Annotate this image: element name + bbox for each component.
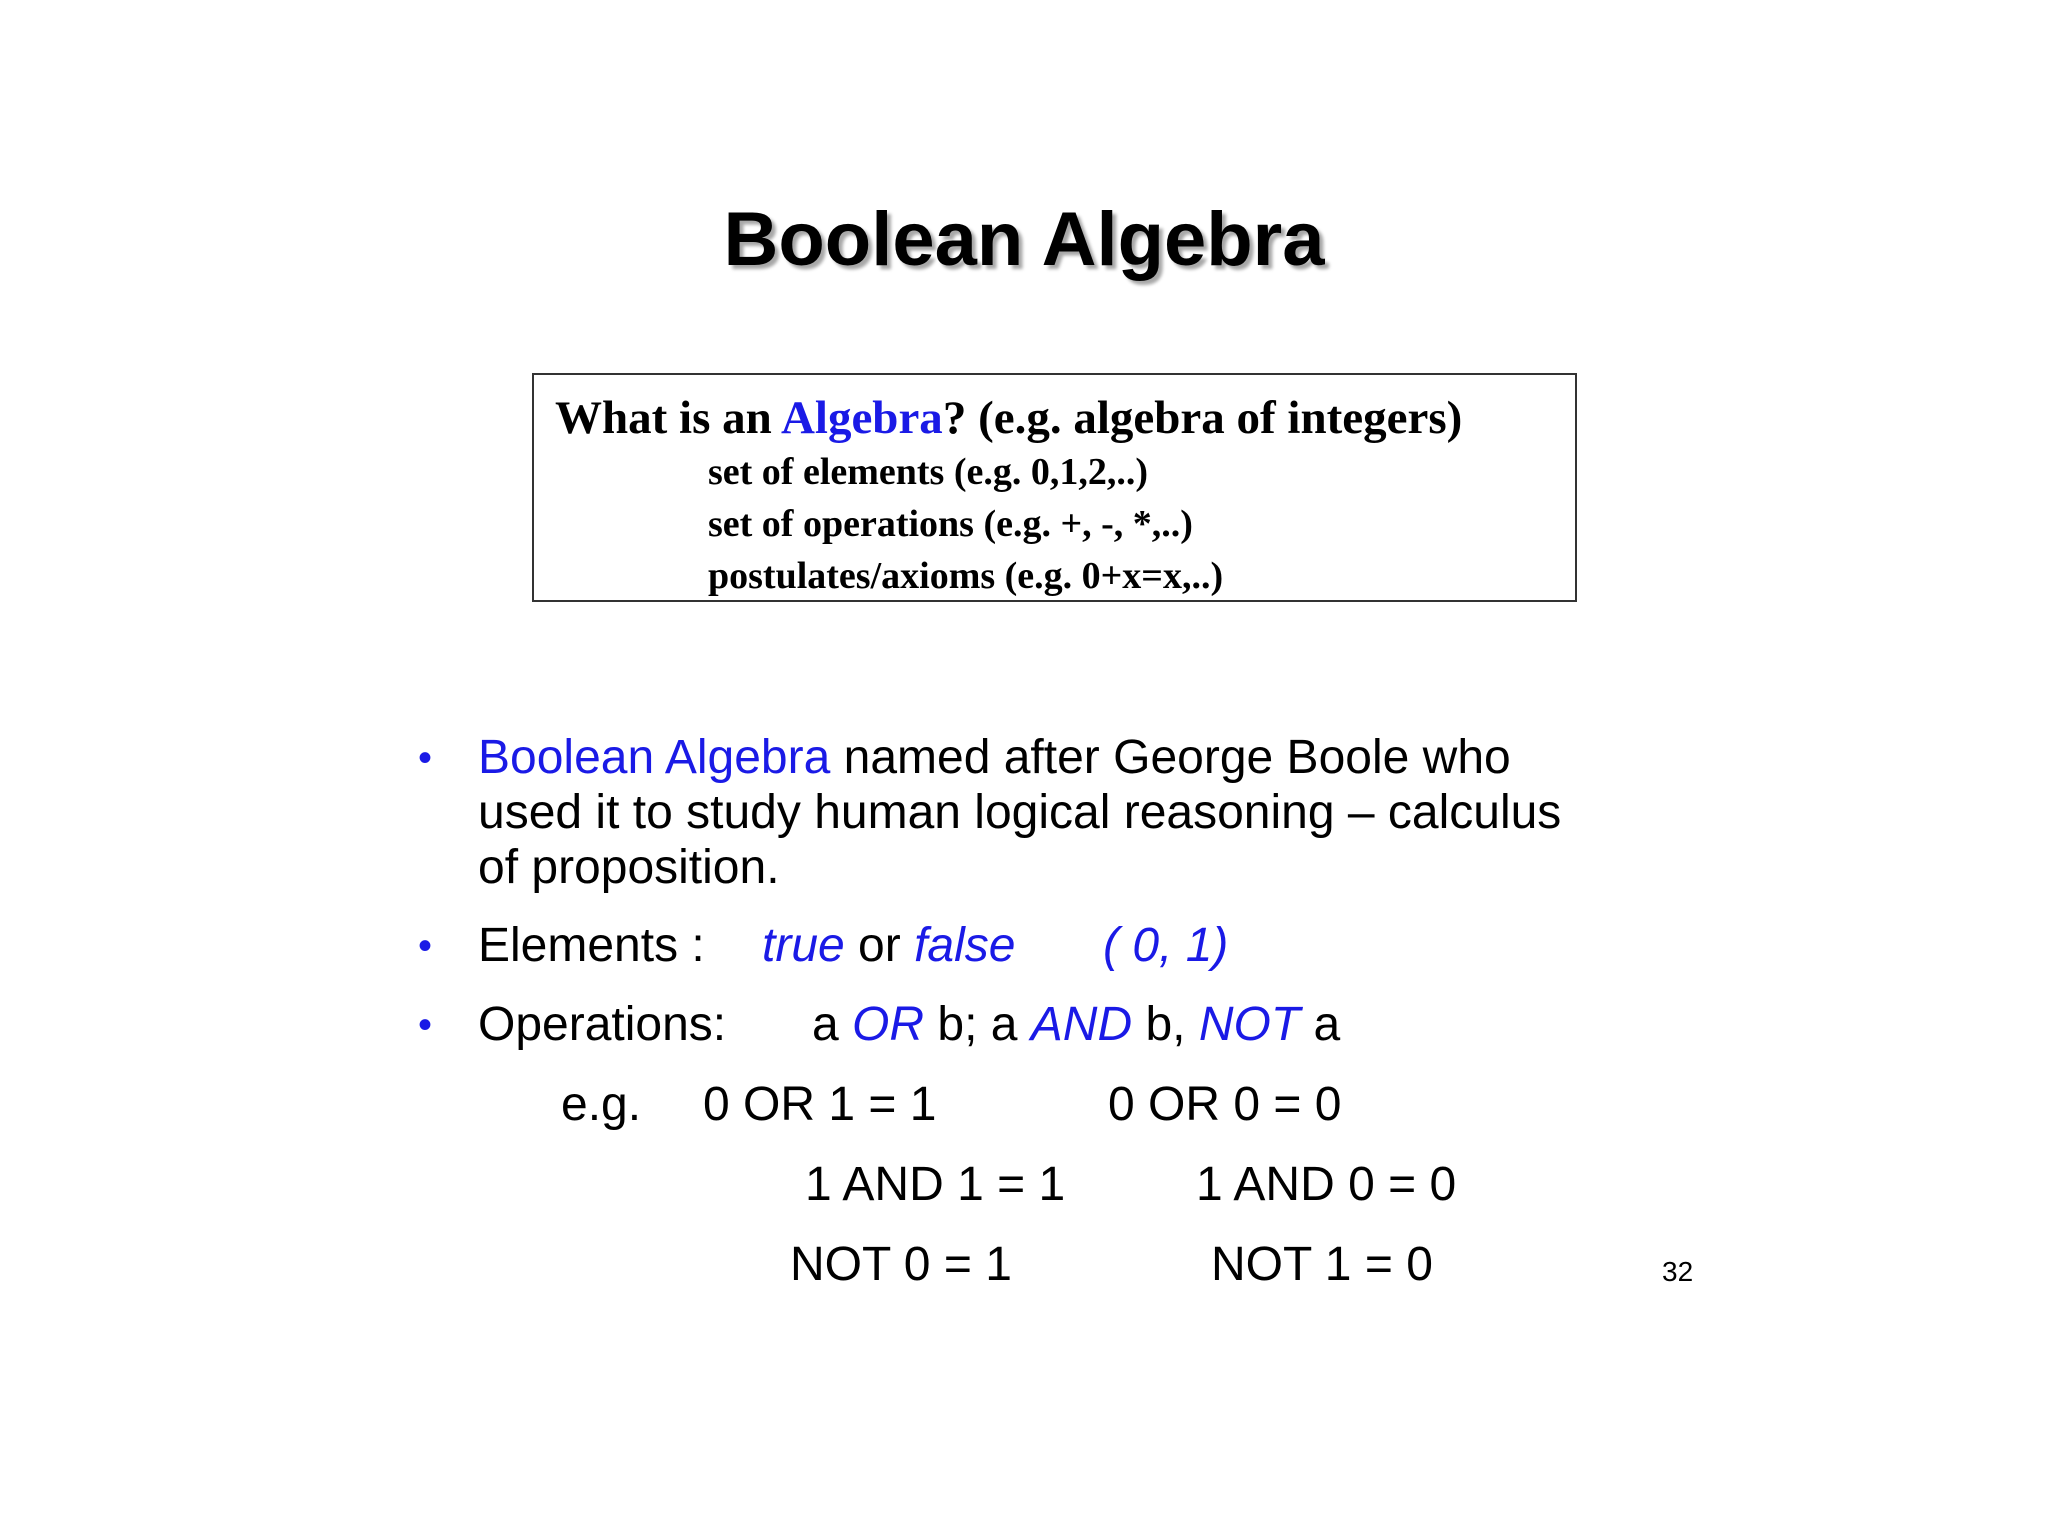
- question-suffix: ? (e.g. algebra of integers): [942, 392, 1463, 444]
- bullet-operations-list: [812, 997, 1340, 1053]
- question-prefix: What is an: [555, 392, 781, 444]
- definition-line-elements: set of elements (e.g. 0,1,2,..): [708, 451, 1149, 493]
- op-a1: a: [812, 998, 853, 1051]
- example-or-0: 0 OR 0 = 0: [1108, 1078, 1342, 1131]
- examples-label: e.g.: [561, 1078, 642, 1131]
- bullet-icon: •: [418, 736, 433, 780]
- bullet-icon: •: [418, 1003, 433, 1047]
- op-mid1: b; a: [924, 998, 1031, 1051]
- bullet-boole-line3: of proposition.: [478, 841, 780, 894]
- bullet-icon: •: [418, 924, 433, 968]
- question-highlight: Algebra: [780, 392, 943, 444]
- example-and-1: 1 AND 1 = 1: [805, 1158, 1066, 1211]
- example-not-0: NOT 0 = 1: [790, 1238, 1012, 1291]
- false-word: false: [914, 919, 1016, 972]
- boole-line1-rest: named after George Boole who: [830, 731, 1511, 784]
- boolean-algebra-highlight: Boolean Algebra: [478, 731, 831, 784]
- slide-title: Boolean Algebra: [723, 197, 1325, 282]
- definition-line-axioms: postulates/axioms (e.g. 0+x=x,..): [708, 555, 1224, 597]
- or-word: or: [844, 919, 915, 972]
- example-not-1: NOT 1 = 0: [1211, 1238, 1433, 1291]
- page-number: 32: [1662, 1256, 1694, 1287]
- example-and-0: 1 AND 0 = 0: [1196, 1158, 1457, 1211]
- op-and: AND: [1030, 998, 1133, 1051]
- bullet-operations-label: Operations:: [478, 998, 727, 1051]
- bullet-boole-line1: [478, 730, 1511, 786]
- op-end: a: [1300, 998, 1341, 1051]
- definition-line-operations: set of operations (e.g. +, -, *,..): [708, 503, 1193, 545]
- example-or-1: 0 OR 1 = 1: [703, 1078, 937, 1131]
- bullet-elements-label: Elements :: [478, 919, 705, 972]
- binary-values: ( 0, 1): [1103, 919, 1229, 972]
- bullet-boole-line2: used it to study human logical reasoning – calculus: [478, 786, 1562, 839]
- bullet-elements-values: [762, 918, 1015, 974]
- true-word: true: [762, 919, 845, 972]
- op-mid2: b,: [1132, 998, 1199, 1051]
- op-or: OR: [852, 998, 925, 1051]
- definition-box: [532, 373, 1577, 602]
- op-not: NOT: [1198, 998, 1301, 1051]
- definition-question: [555, 391, 1462, 445]
